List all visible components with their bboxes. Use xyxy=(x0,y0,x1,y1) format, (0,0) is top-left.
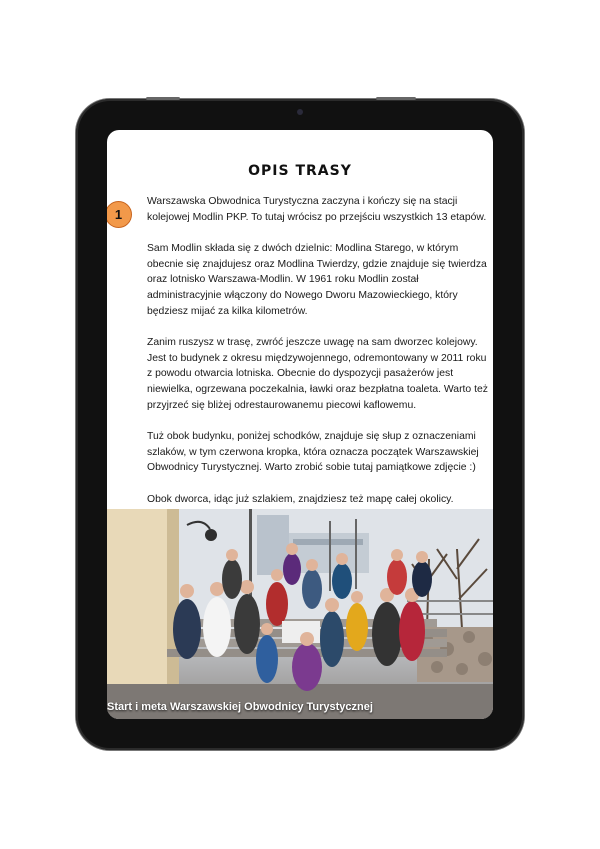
step-number-badge: 1 xyxy=(107,201,132,228)
tablet-screen xyxy=(107,130,493,719)
route-description xyxy=(147,194,493,524)
paragraph-3: Zanim ruszysz w trasę, zwróć jeszcze uwagę na sam dworzec kolejowy. Jest to budynek z okresu międzywojennego, odremontowany w 2011 roku z powodu otwarcia lotniska. Obecnie do dyspozycji pasażerów jest niewielka, ogrzewana poczekalnia, ławki oraz bezpłatna toaleta. Warto też przyjrzeć się bliżej odrestaurowanemu piecowi kaflowemu. xyxy=(147,337,488,411)
page-title: OPIS TRASY xyxy=(248,163,352,179)
volume-button xyxy=(146,97,180,100)
paragraph-5: Obok dworca, idąc już szlakiem, znajdziesz też mapę całej okolicy. xyxy=(147,493,454,505)
photo-illustration xyxy=(107,509,493,719)
photo-caption: Start i meta Warszawskiej Obwodnicy Turystycznej xyxy=(107,701,373,713)
paragraph-4: Tuż obok budynku, poniżej schodków, znajduje się słup z oznaczeniami szlaków, w tym czerwona kropka, która oznacza początek Warszawskiej Obwodnicy Turystycznej. Warto zrobić sobie tutaj pamiątkowe zdjęcie :) xyxy=(147,431,479,474)
group-photo xyxy=(107,509,493,719)
power-button xyxy=(376,97,416,100)
paragraph-1: Warszawska Obwodnica Turystyczna zaczyna i kończy się na stacji kolejowej Modlin PKP. To tutaj wrócisz po przejściu wszystkich 13 etapów. xyxy=(147,196,487,223)
front-camera xyxy=(297,109,303,115)
paragraph-2: Sam Modlin składa się z dwóch dzielnic: Modlina Starego, w którym obecnie się znajdujesz oraz Modlina Twierdzy, gdzie znajduje się twierdza oraz lotnisko Warszawa-Modlin. W 1961 roku Modlin został administracyjnie włączony do Nowego Dworu Mazowieckiego, który będziesz mijać za kilka kilometrów. xyxy=(147,243,487,317)
tablet-frame xyxy=(76,99,524,750)
